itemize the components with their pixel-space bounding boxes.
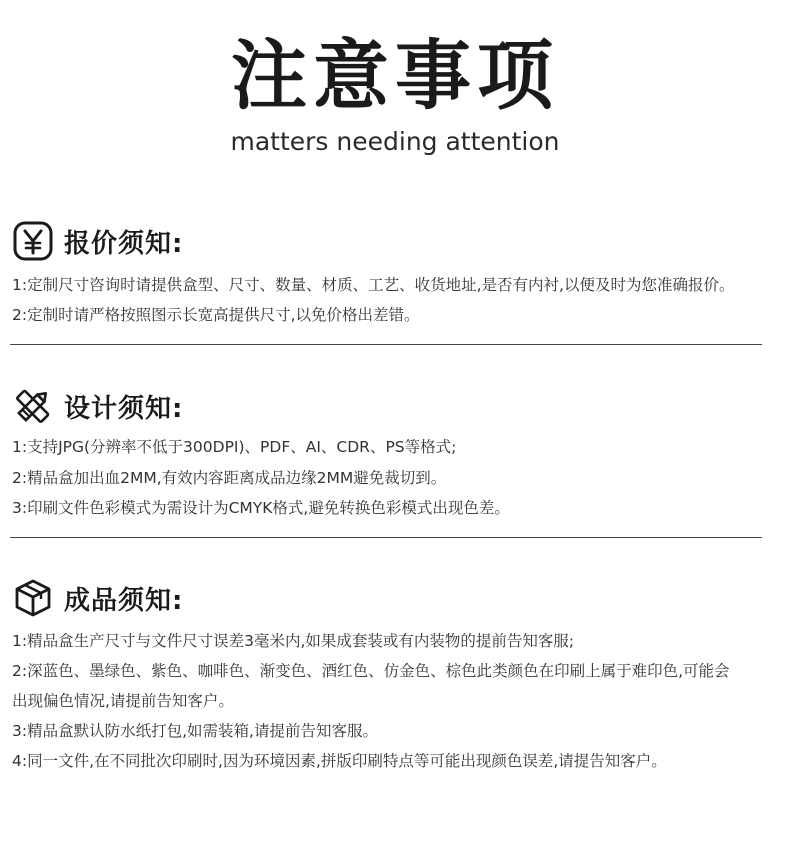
page-title: 注意事项 (231, 31, 559, 120)
list-item: 3:印刷文件色彩模式为需设计为CMYK格式,避免转换色彩模式出现色差。 (12, 499, 510, 517)
list-item: 1:支持JPG(分辨率不低于300DPI)、PDF、AI、CDR、PS等格式; (12, 438, 457, 456)
section-title: 成品须知: (64, 585, 184, 616)
pencil-ruler-icon (12, 385, 54, 427)
list-item: 4:同一文件,在不同批次印刷时,因为环境因素,拼版印刷特点等可能出现颜色误差,请提告知客户。 (12, 752, 667, 770)
list-item: 1:定制尺寸咨询时请提供盒型、尺寸、数量、材质、工艺、收货地址,是否有内衬,以便及时为您准确报价。 (12, 276, 735, 294)
section-header (12, 219, 183, 263)
list-item: 2:精品盒加出血2MM,有效内容距离成品边缘2MM避免裁切到。 (12, 469, 447, 487)
section-title: 报价须知: (64, 228, 184, 259)
section-title: 设计须知: (64, 393, 184, 424)
list-item: 2:定制时请严格按照图示长宽高提供尺寸,以免价格出差错。 (12, 306, 420, 324)
divider (10, 344, 762, 345)
list-item: 1:精品盒生产尺寸与文件尺寸误差3毫米内,如果成套装或有内装物的提前告知客服; (12, 632, 575, 650)
divider (10, 537, 762, 538)
yen-icon (12, 220, 54, 262)
page-subtitle: matters needing attention (230, 127, 560, 156)
section-header (12, 384, 183, 428)
list-item: 2:深蓝色、墨绿色、紫色、咖啡色、渐变色、酒红色、仿金色、棕色此类颜色在印刷上属于难印色,可能会 (12, 662, 730, 680)
list-item: 出现偏色情况,请提前告知客户。 (12, 692, 234, 710)
section-header (12, 576, 183, 620)
box-icon (12, 577, 54, 619)
list-item: 3:精品盒默认防水纸打包,如需装箱,请提前告知客服。 (12, 722, 378, 740)
